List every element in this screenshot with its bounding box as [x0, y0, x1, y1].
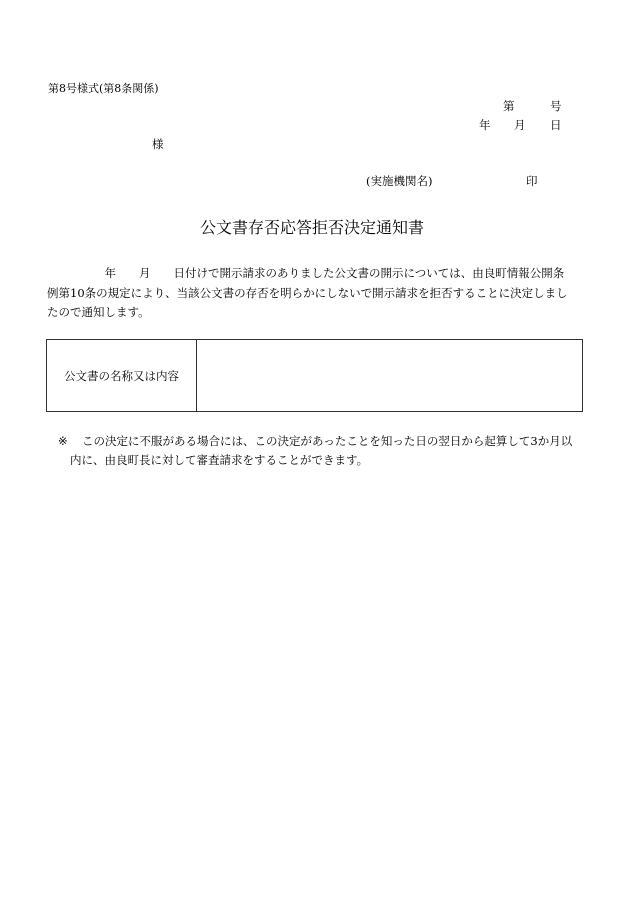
addressee-honorific: 様	[152, 137, 164, 151]
reference-mark: ※	[58, 434, 68, 448]
date-day-label: 日	[550, 118, 562, 132]
appeal-note-line-2: 内に、由良町長に対して審査請求をすることができます。	[70, 453, 369, 467]
notice-body-line-2: 例第10条の規定により、当該公文書の存否を明らかにしないで開示請求を拒否することに決定しまし	[47, 285, 568, 300]
notice-body	[47, 264, 579, 323]
form-number-label: 第8号様式(第8条関係)	[48, 82, 159, 95]
document-name-value-cell	[197, 340, 582, 411]
document-number-prefix: 第	[503, 99, 515, 113]
date-month-label: 月	[514, 118, 526, 132]
document-name-label: 公文書の名称又は内容	[64, 368, 179, 383]
appeal-note-line-1: この決定に不服がある場合には、この決定があったことを知った日の翌日から起算して3か月以	[82, 434, 573, 448]
document-title: 公文書存否応答拒否決定通知書	[200, 218, 425, 237]
notice-body-line-3: たので通知します。	[47, 305, 150, 319]
document-name-label-cell	[47, 340, 197, 411]
document-info-table	[46, 339, 583, 412]
notice-body-line-1: 年 月 日付けで開示請求のありました公文書の開示については、由良町情報公開条	[47, 266, 565, 280]
date-year-label: 年	[479, 118, 491, 132]
issuer-name-label: (実施機関名)	[366, 174, 433, 188]
seal-mark: 印	[526, 174, 538, 188]
document-number-suffix: 号	[550, 99, 562, 113]
